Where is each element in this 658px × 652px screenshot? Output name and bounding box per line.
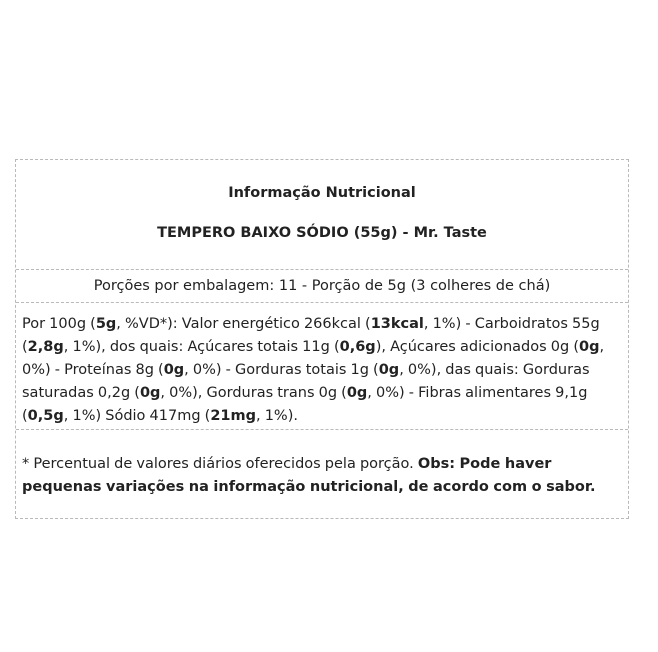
values-text-3: , 1%) - Carboidratos 55g (: [22, 316, 600, 355]
values-text-10: , 0%) - Fibras alimentares 9,1g (: [22, 385, 588, 424]
values-bold-4: 0,6g: [339, 339, 376, 355]
values-bold-1: 5g: [95, 316, 117, 332]
values-text-7: , 0%) - Gorduras totais 1g (: [184, 362, 379, 378]
values-text-4: , 1%), dos quais: Açúcares totais 11g (: [63, 339, 340, 355]
values-text-1: Por 100g (: [22, 316, 96, 332]
nutrition-header: [16, 160, 628, 269]
values-text-8: , 0%), das quais: Gorduras saturadas 0,2g (: [22, 362, 590, 401]
values-bold-7: 0g: [378, 362, 400, 378]
values-bold-11: 21mg: [210, 408, 256, 424]
values-bold-3: 2,8g: [27, 339, 64, 355]
values-row: [16, 302, 628, 429]
notes-row: [16, 429, 628, 518]
footnote-text: * Percentual de valores diários oferecidos pela porção.: [22, 456, 418, 472]
footnote: [22, 453, 622, 499]
values-text-6: , 0%) - Proteínas 8g (: [22, 339, 605, 378]
portion-info: Porções por embalagem: 11 - Porção de 5g (3 colheres de chá): [93, 278, 551, 294]
observation-note: Obs: Pode haver pequenas variações na informação nutricional, de acordo com o sabor.: [22, 456, 596, 495]
values-bold-2: 13kcal: [370, 316, 424, 332]
nutrient-values: [22, 313, 618, 428]
values-text-5: ), Açúcares adicionados 0g (: [375, 339, 579, 355]
values-bold-5: 0g: [578, 339, 600, 355]
values-bold-6: 0g: [163, 362, 185, 378]
product-name: TEMPERO BAIXO SÓDIO (55g) - Mr. Taste: [157, 225, 487, 241]
values-bold-9: 0g: [346, 385, 368, 401]
values-text-12: , 1%).: [255, 408, 298, 424]
values-bold-8: 0g: [139, 385, 161, 401]
values-bold-10: 0,5g: [27, 408, 64, 424]
values-text-2: , %VD*): Valor energético 266kcal (: [116, 316, 371, 332]
values-text-9: , 0%), Gorduras trans 0g (: [160, 385, 347, 401]
values-text-11: , 1%) Sódio 417mg (: [63, 408, 211, 424]
nutrition-table: [15, 159, 629, 519]
portion-row: [16, 269, 628, 302]
nutrition-title: Informação Nutricional: [228, 185, 416, 201]
